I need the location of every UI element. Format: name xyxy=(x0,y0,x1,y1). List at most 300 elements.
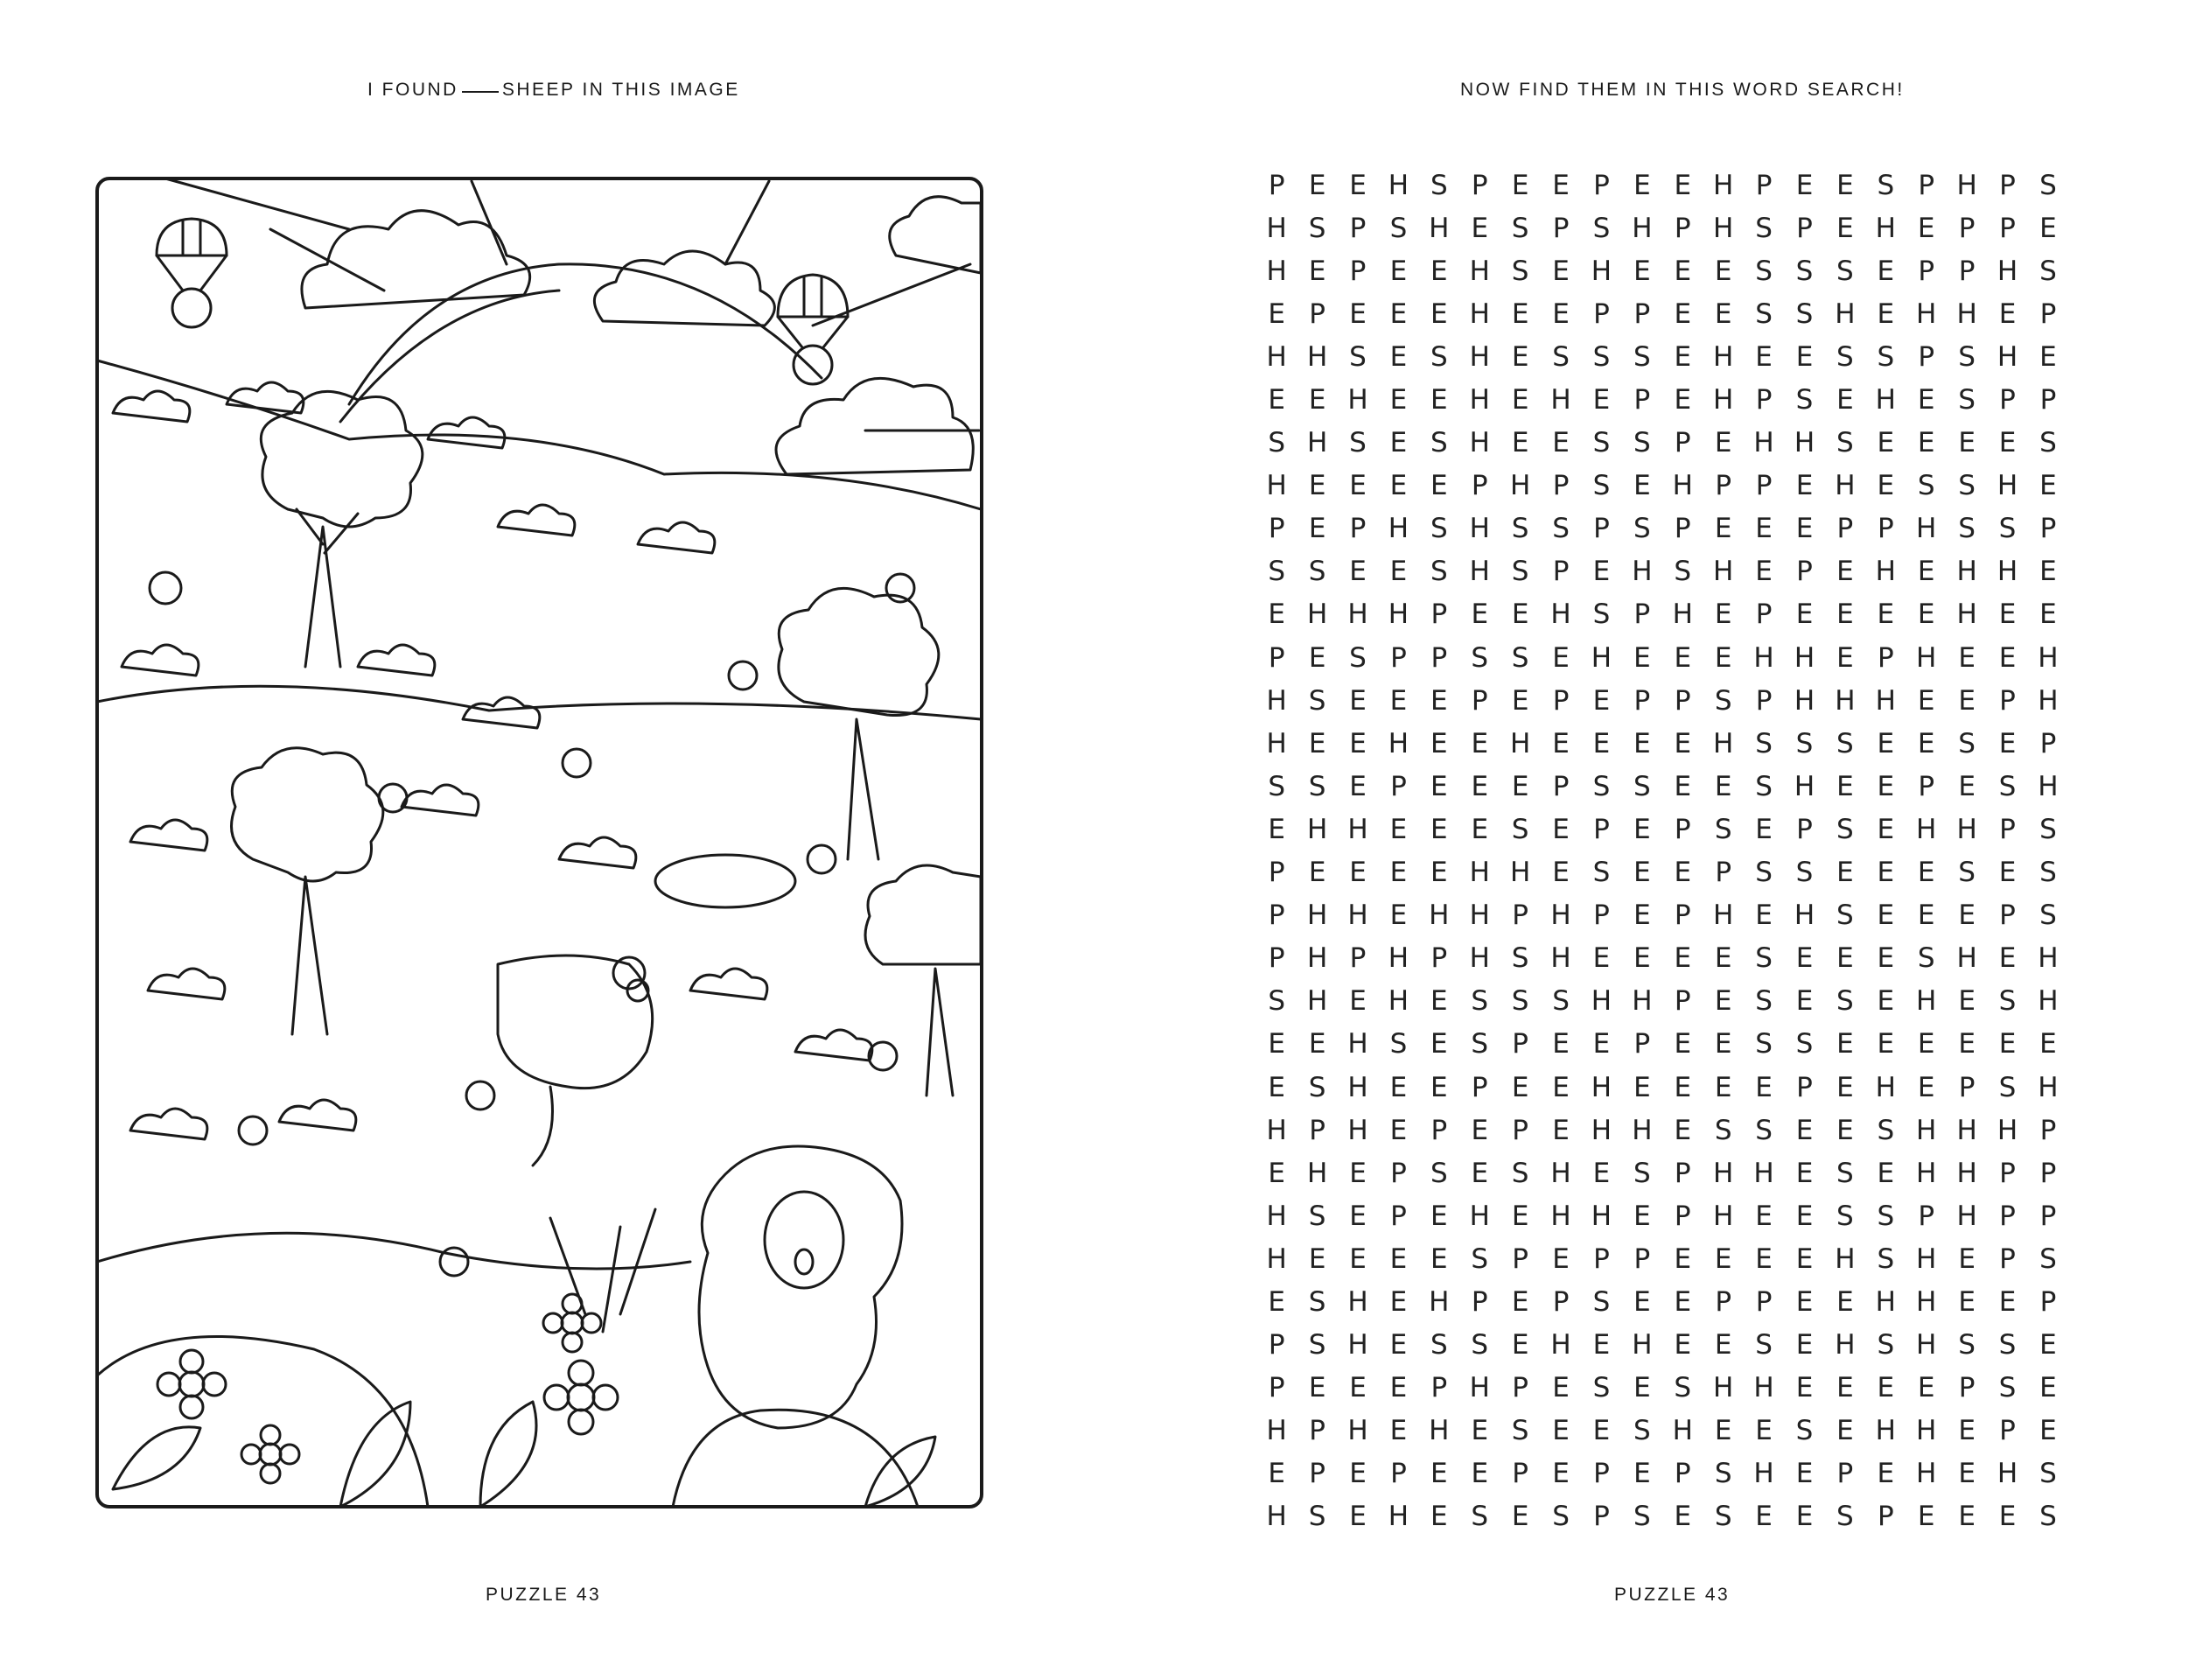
grid-letter: S xyxy=(1714,1501,1732,1533)
grid-letter: S xyxy=(1268,556,1286,588)
right-page-header: NOW FIND THEM IN THIS WORD SEARCH! xyxy=(1460,80,1905,100)
grid-letter: P xyxy=(1633,384,1651,416)
grid-letter: P xyxy=(1349,942,1367,975)
grid-letter: E xyxy=(1958,684,1976,717)
grid-letter: E xyxy=(1836,641,1854,674)
grid-letter: S xyxy=(1592,427,1611,459)
grid-letter: E xyxy=(1389,340,1408,373)
grid-letter: E xyxy=(1836,857,1854,889)
grid-letter: E xyxy=(1958,1501,1976,1533)
grid-letter: S xyxy=(1471,985,1489,1018)
grid-letter: E xyxy=(1877,298,1895,330)
grid-letter: P xyxy=(1552,770,1570,802)
grid-letter: P xyxy=(2039,727,2057,760)
pond xyxy=(655,855,795,907)
grid-letter: E xyxy=(1592,727,1611,760)
grid-letter: E xyxy=(1714,298,1732,330)
grid-letter: E xyxy=(1674,255,1692,287)
grid-letter: E xyxy=(1998,1501,2017,1533)
grid-letter: P xyxy=(1999,169,2016,201)
grid-letter: H xyxy=(1509,727,1531,760)
grid-letter: E xyxy=(1674,770,1692,802)
grid-row xyxy=(1256,1023,2068,1066)
grid-letter: E xyxy=(1349,684,1367,717)
grid-letter: E xyxy=(1308,513,1326,545)
grid-letter: E xyxy=(1836,212,1854,244)
grid-letter: E xyxy=(1998,641,2017,674)
grid-letter: S xyxy=(1877,340,1895,373)
grid-letter: S xyxy=(1349,340,1367,373)
grid-letter: H xyxy=(1956,1200,1977,1232)
grid-letter: E xyxy=(1795,1285,1814,1318)
grid-letter: S xyxy=(1511,212,1529,244)
grid-letter: E xyxy=(1349,857,1367,889)
grid-letter: S xyxy=(1471,1028,1489,1060)
grid-letter: H xyxy=(1306,340,1328,373)
grid-letter: E xyxy=(1795,169,1814,201)
grid-letter: E xyxy=(1592,556,1611,588)
grid-row xyxy=(1256,636,2068,679)
grid-row xyxy=(1256,422,2068,465)
word-search-grid xyxy=(1256,164,2068,1533)
grid-letter: H xyxy=(1713,384,1734,416)
coloring-illustration xyxy=(95,177,983,1508)
grid-letter: H xyxy=(1550,1329,1571,1362)
grid-letter: E xyxy=(1917,556,1935,588)
grid-row xyxy=(1256,1194,2068,1237)
grid-letter: S xyxy=(1998,770,2017,802)
grid-letter: E xyxy=(1917,684,1935,717)
grid-letter: S xyxy=(2039,900,2057,932)
grid-letter: E xyxy=(1552,427,1570,459)
grid-letter: H xyxy=(1509,470,1531,502)
grid-letter: E xyxy=(1511,1200,1529,1232)
grid-letter: P xyxy=(1471,684,1488,717)
grid-row xyxy=(1256,808,2068,850)
grid-letter: H xyxy=(1916,1329,1937,1362)
grid-letter: E xyxy=(1430,470,1448,502)
grid-letter: E xyxy=(1633,900,1651,932)
grid-letter: S xyxy=(1714,1114,1732,1146)
grid-letter: S xyxy=(1552,340,1570,373)
grid-letter: H xyxy=(1997,255,2018,287)
grid-letter: H xyxy=(1429,900,1450,932)
grid-letter: S xyxy=(1836,1200,1854,1232)
grid-letter: P xyxy=(1552,1285,1570,1318)
grid-letter: E xyxy=(1308,727,1326,760)
grid-letter: P xyxy=(2039,1114,2057,1146)
grid-letter: P xyxy=(1552,212,1570,244)
grid-letter: E xyxy=(1430,298,1448,330)
grid-letter: S xyxy=(1836,727,1854,760)
grid-letter: E xyxy=(1389,813,1408,845)
grid-letter: P xyxy=(1430,942,1448,975)
grid-letter: P xyxy=(1268,942,1285,975)
grid-row xyxy=(1256,1367,2068,1410)
grid-letter: S xyxy=(1755,985,1773,1018)
grid-letter: S xyxy=(2039,427,2057,459)
grid-letter: E xyxy=(1795,598,1814,631)
grid-letter: E xyxy=(1836,1114,1854,1146)
grid-letter: H xyxy=(1469,427,1490,459)
grid-letter: E xyxy=(1714,1028,1732,1060)
grid-letter: E xyxy=(1633,1200,1651,1232)
bushes xyxy=(113,382,872,1139)
grid-letter: S xyxy=(1268,770,1286,802)
grid-letter: H xyxy=(1266,255,1287,287)
grid-letter: S xyxy=(1511,255,1529,287)
grid-letter: S xyxy=(1755,727,1773,760)
left-page-footer: PUZZLE 43 xyxy=(486,1585,602,1605)
grid-letter: E xyxy=(1674,1114,1692,1146)
grid-letter: E xyxy=(1471,1458,1489,1490)
grid-letter: P xyxy=(1430,1372,1448,1404)
grid-letter: H xyxy=(1306,598,1328,631)
grid-letter: H xyxy=(1916,1285,1937,1318)
ground xyxy=(97,1233,690,1269)
grid-letter: H xyxy=(1794,770,1815,802)
grid-letter: H xyxy=(1429,1415,1450,1447)
grid-letter: E xyxy=(1389,857,1408,889)
grid-letter: E xyxy=(1552,727,1570,760)
grid-letter: P xyxy=(1674,1157,1691,1189)
cloud-right xyxy=(776,378,973,474)
grid-letter: E xyxy=(1633,470,1651,502)
grid-letter: E xyxy=(1917,427,1935,459)
grid-letter: H xyxy=(1997,1114,2018,1146)
grid-letter: E xyxy=(1633,857,1651,889)
grid-letter: E xyxy=(1714,985,1732,1018)
grid-letter: P xyxy=(1268,900,1285,932)
grid-letter: E xyxy=(1755,900,1773,932)
grid-letter: E xyxy=(1511,384,1529,416)
small-sheep xyxy=(150,572,914,1276)
grid-letter: H xyxy=(1469,298,1490,330)
grid-letter: P xyxy=(1836,513,1854,545)
grid-letter: S xyxy=(1998,1329,2017,1362)
grid-letter: E xyxy=(1511,298,1529,330)
grid-letter: H xyxy=(1266,1242,1287,1275)
tree-right-mid xyxy=(779,588,939,859)
grid-letter: S xyxy=(2039,1242,2057,1275)
grid-letter: P xyxy=(1674,985,1691,1018)
hill-back xyxy=(97,360,981,509)
grid-letter: P xyxy=(1268,641,1285,674)
grid-letter: H xyxy=(1347,900,1368,932)
grid-letter: S xyxy=(1714,1458,1732,1490)
grid-letter: E xyxy=(1714,1415,1732,1447)
grid-letter: S xyxy=(1917,470,1935,502)
grid-letter: E xyxy=(1958,770,1976,802)
grid-letter: H xyxy=(1347,1071,1368,1103)
grid-letter: S xyxy=(1511,513,1529,545)
grid-letter: P xyxy=(1512,1028,1528,1060)
grid-letter: E xyxy=(1430,384,1448,416)
grid-letter: E xyxy=(1917,1071,1935,1103)
grid-letter: P xyxy=(1877,641,1894,674)
grid-letter: E xyxy=(1998,727,2017,760)
grid-letter: H xyxy=(1632,985,1653,1018)
grid-letter: H xyxy=(1835,298,1856,330)
grid-letter: E xyxy=(1917,1372,1935,1404)
grid-letter: P xyxy=(1999,813,2016,845)
grid-row xyxy=(1256,1109,2068,1152)
grid-letter: S xyxy=(1795,255,1814,287)
grid-letter: H xyxy=(1713,169,1734,201)
grid-letter: E xyxy=(1795,1372,1814,1404)
grid-letter: S xyxy=(1633,340,1651,373)
grid-letter: H xyxy=(1469,1372,1490,1404)
grid-letter: E xyxy=(1430,857,1448,889)
grid-letter: H xyxy=(1591,1200,1612,1232)
grid-letter: H xyxy=(1306,985,1328,1018)
grid-letter: E xyxy=(1998,598,2017,631)
grid-letter: H xyxy=(1469,340,1490,373)
grid-letter: E xyxy=(1511,770,1529,802)
grid-letter: S xyxy=(1389,212,1408,244)
grid-letter: S xyxy=(1795,1028,1814,1060)
grid-letter: S xyxy=(1349,641,1367,674)
grid-letter: E xyxy=(1958,985,1976,1018)
grid-letter: H xyxy=(1794,684,1815,717)
grid-letter: E xyxy=(1917,598,1935,631)
grid-letter: H xyxy=(1347,1329,1368,1362)
grid-letter: S xyxy=(1511,942,1529,975)
grid-letter: S xyxy=(1592,857,1611,889)
grid-letter: E xyxy=(1958,1242,1976,1275)
grid-letter: P xyxy=(1958,1071,1976,1103)
grid-letter: E xyxy=(1633,1372,1651,1404)
grid-letter: H xyxy=(1916,1114,1937,1146)
grid-letter: E xyxy=(1877,598,1895,631)
grid-letter: H xyxy=(1713,1157,1734,1189)
grid-letter: P xyxy=(1390,1200,1407,1232)
grid-letter: S xyxy=(1308,770,1326,802)
grid-letter: H xyxy=(1266,684,1287,717)
grid-letter: H xyxy=(1632,1329,1653,1362)
grid-letter: P xyxy=(1430,1114,1448,1146)
grid-letter: P xyxy=(2039,384,2057,416)
grid-letter: E xyxy=(1552,1415,1570,1447)
grid-letter: S xyxy=(1998,1372,2017,1404)
grid-letter: S xyxy=(1958,727,1976,760)
grid-letter: P xyxy=(1999,1242,2016,1275)
grid-letter: P xyxy=(1633,598,1651,631)
grid-letter: S xyxy=(1795,298,1814,330)
cloud-middle xyxy=(594,251,774,326)
grid-letter: P xyxy=(1430,641,1448,674)
grid-letter: H xyxy=(1388,513,1409,545)
grid-letter: S xyxy=(1836,255,1854,287)
grid-letter: E xyxy=(1430,1028,1448,1060)
rock-right xyxy=(673,1410,918,1507)
grid-letter: P xyxy=(1755,684,1773,717)
grid-letter: P xyxy=(1715,1285,1732,1318)
grid-letter: E xyxy=(1430,1501,1448,1533)
grid-letter: E xyxy=(1592,942,1611,975)
grid-letter: H xyxy=(1347,1285,1368,1318)
grid-letter: E xyxy=(1877,1028,1895,1060)
grid-letter: P xyxy=(1268,513,1285,545)
grid-letter: E xyxy=(1674,169,1692,201)
grid-letter: E xyxy=(1389,1285,1408,1318)
grid-letter: H xyxy=(1632,556,1653,588)
grid-letter: E xyxy=(1998,857,2017,889)
grid-letter: H xyxy=(1469,900,1490,932)
grid-letter: E xyxy=(1714,513,1732,545)
grid-letter: H xyxy=(1388,942,1409,975)
grid-letter: E xyxy=(1674,1071,1692,1103)
grid-letter: E xyxy=(1917,1501,1935,1533)
grid-letter: H xyxy=(1591,641,1612,674)
grid-letter: P xyxy=(1633,298,1651,330)
grid-letter: H xyxy=(1347,598,1368,631)
grid-letter: H xyxy=(1347,1114,1368,1146)
grid-letter: E xyxy=(1511,598,1529,631)
grid-letter: E xyxy=(1674,1242,1692,1275)
grid-letter: E xyxy=(2039,598,2057,631)
grid-letter: H xyxy=(1997,470,2018,502)
grid-letter: S xyxy=(1958,384,1976,416)
grid-letter: H xyxy=(1997,1458,2018,1490)
grid-letter: P xyxy=(1512,1372,1528,1404)
grid-letter: E xyxy=(1511,340,1529,373)
grid-letter: H xyxy=(1591,255,1612,287)
grid-letter: P xyxy=(1674,684,1691,717)
grid-letter: E xyxy=(1917,727,1935,760)
grid-letter: H xyxy=(1266,727,1287,760)
grid-letter: H xyxy=(1713,340,1734,373)
grid-letter: H xyxy=(1388,169,1409,201)
grid-letter: E xyxy=(1349,727,1367,760)
grid-letter: P xyxy=(1958,1372,1976,1404)
grid-letter: H xyxy=(1306,942,1328,975)
grid-letter: P xyxy=(1796,813,1813,845)
grid-letter: H xyxy=(1997,556,2018,588)
grid-letter: E xyxy=(2039,470,2057,502)
grid-letter: H xyxy=(1956,1114,1977,1146)
grid-letter: E xyxy=(1755,1501,1773,1533)
grid-letter: E xyxy=(1430,813,1448,845)
grid-letter: S xyxy=(1308,1285,1326,1318)
grid-letter: E xyxy=(1836,1071,1854,1103)
grid-letter: S xyxy=(1958,857,1976,889)
grid-letter: H xyxy=(1266,1200,1287,1232)
grid-letter: E xyxy=(1552,255,1570,287)
grid-row xyxy=(1256,894,2068,937)
grid-letter: E xyxy=(1917,212,1935,244)
grid-letter: S xyxy=(1430,340,1448,373)
grid-letter: E xyxy=(1552,1372,1570,1404)
grid-letter: H xyxy=(1469,942,1490,975)
grid-letter: P xyxy=(1633,1028,1651,1060)
grid-letter: H xyxy=(1469,513,1490,545)
grid-letter: E xyxy=(1795,513,1814,545)
grid-letter: P xyxy=(1593,1458,1610,1490)
grid-letter: H xyxy=(1550,942,1571,975)
grid-letter: E xyxy=(1877,255,1895,287)
grid-letter: H xyxy=(1916,1415,1937,1447)
grid-letter: E xyxy=(1877,727,1895,760)
grid-letter: E xyxy=(1836,556,1854,588)
grid-letter: S xyxy=(1511,813,1529,845)
grid-letter: E xyxy=(1633,727,1651,760)
grid-letter: E xyxy=(1755,556,1773,588)
grid-letter: E xyxy=(1430,1071,1448,1103)
grid-letter: E xyxy=(1389,1242,1408,1275)
grid-letter: E xyxy=(1755,1071,1773,1103)
grid-letter: S xyxy=(1268,985,1286,1018)
grid-letter: H xyxy=(1875,212,1896,244)
grid-letter: P xyxy=(1593,813,1610,845)
grid-letter: E xyxy=(1268,598,1285,631)
grid-letter: E xyxy=(1674,1329,1692,1362)
grid-letter: S xyxy=(1958,513,1976,545)
grid-letter: E xyxy=(1998,1028,2017,1060)
grid-letter: P xyxy=(1471,1285,1488,1318)
grid-letter: E xyxy=(1633,1458,1651,1490)
grid-letter: E xyxy=(1308,1372,1326,1404)
grid-letter: S xyxy=(1511,1415,1529,1447)
grid-letter: E xyxy=(1268,1458,1285,1490)
grid-letter: H xyxy=(1266,1501,1287,1533)
grid-letter: P xyxy=(1552,470,1570,502)
grid-letter: P xyxy=(1390,641,1407,674)
grid-letter: E xyxy=(1430,985,1448,1018)
grid-letter: E xyxy=(1592,1028,1611,1060)
grid-letter: P xyxy=(1593,298,1610,330)
grid-letter: H xyxy=(1956,942,1977,975)
grid-letter: E xyxy=(1877,770,1895,802)
grid-letter: H xyxy=(1550,1200,1571,1232)
grid-letter: S xyxy=(1308,1200,1326,1232)
grid-letter: H xyxy=(1875,384,1896,416)
grid-letter: E xyxy=(1795,1242,1814,1275)
grid-letter: S xyxy=(1755,1114,1773,1146)
grid-letter: H xyxy=(1713,727,1734,760)
grid-letter: E xyxy=(1633,1285,1651,1318)
grid-letter: E xyxy=(1268,813,1285,845)
grid-letter: E xyxy=(1511,169,1529,201)
grid-letter: P xyxy=(1999,684,2016,717)
grid-letter: P xyxy=(1715,470,1732,502)
grid-letter: H xyxy=(1956,598,1977,631)
grid-letter: H xyxy=(1916,1242,1937,1275)
grid-letter: P xyxy=(1715,857,1732,889)
grid-letter: E xyxy=(1511,1329,1529,1362)
grid-letter: E xyxy=(1877,857,1895,889)
grid-letter: H xyxy=(1388,985,1409,1018)
grid-letter: H xyxy=(1347,813,1368,845)
grid-letter: S xyxy=(1471,1501,1489,1533)
grid-row xyxy=(1256,335,2068,378)
grid-letter: P xyxy=(2039,1200,2057,1232)
grid-letter: P xyxy=(1755,470,1773,502)
grid-letter: P xyxy=(2039,1157,2057,1189)
grid-letter: E xyxy=(1714,1329,1732,1362)
grid-letter: S xyxy=(1592,212,1611,244)
grid-letter: E xyxy=(1430,770,1448,802)
grid-letter: S xyxy=(1389,1028,1408,1060)
grid-letter: P xyxy=(1999,1415,2016,1447)
grid-letter: P xyxy=(1512,900,1528,932)
grid-row xyxy=(1256,1324,2068,1367)
grid-letter: E xyxy=(1268,384,1285,416)
grid-letter: E xyxy=(1958,427,1976,459)
grid-letter: H xyxy=(1916,1157,1937,1189)
grid-letter: E xyxy=(1552,641,1570,674)
grid-letter: E xyxy=(1389,298,1408,330)
